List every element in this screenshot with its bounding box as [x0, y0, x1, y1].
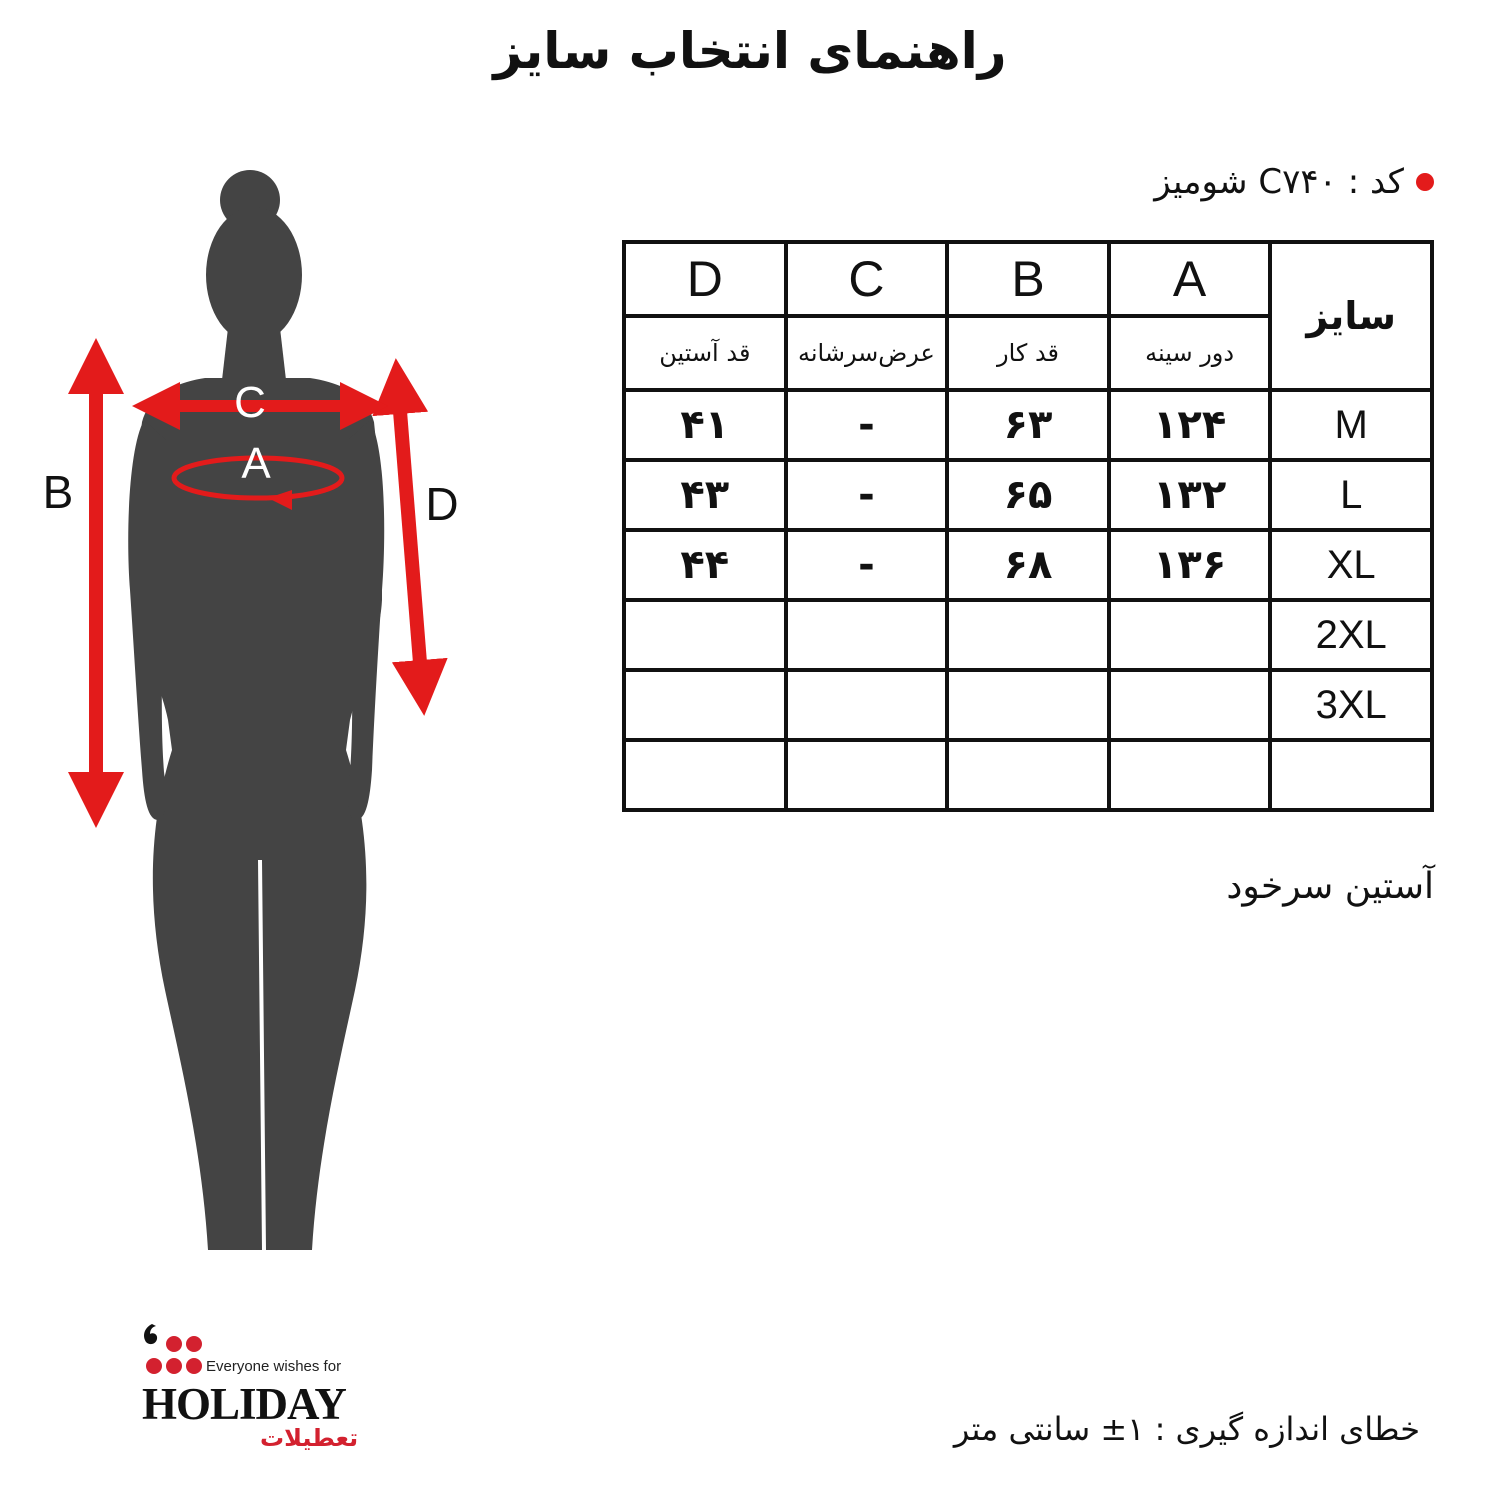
sleeve-note: آستین سرخود	[1226, 866, 1434, 907]
value-cell	[947, 670, 1109, 740]
product-code-text: کد : C۷۴۰ شومیز	[1154, 162, 1404, 202]
value-cell	[624, 670, 786, 740]
value-cell	[624, 600, 786, 670]
logo-name: HOLIDAY	[142, 1379, 346, 1429]
value-cell: ۶۵	[947, 460, 1109, 530]
table-row	[624, 740, 1432, 810]
size-cell: 3XL	[1270, 670, 1432, 740]
value-cell: -	[786, 390, 948, 460]
label-c: C	[234, 378, 266, 427]
col-label-a: دور سینه	[1109, 316, 1271, 390]
body-measurement-figure	[30, 160, 480, 1260]
value-cell: ۱۳۲	[1109, 460, 1271, 530]
value-cell: ۴۱	[624, 390, 786, 460]
size-cell	[1270, 740, 1432, 810]
value-cell: -	[786, 460, 948, 530]
page-title: راهنمای انتخاب سایز	[493, 22, 1007, 80]
size-table	[622, 240, 1434, 812]
product-code	[1154, 162, 1434, 202]
value-cell: ۶۳	[947, 390, 1109, 460]
value-cell	[1109, 600, 1271, 670]
col-label-d: قد آستین	[624, 316, 786, 390]
value-cell: ۶۸	[947, 530, 1109, 600]
size-header: سایز	[1270, 242, 1432, 390]
table-row	[624, 670, 1432, 740]
value-cell: -	[786, 530, 948, 600]
logo-dots-icon	[142, 1322, 206, 1378]
col-label-c: عرض‌سرشانه	[786, 316, 948, 390]
logo-tagline: Everyone wishes for	[206, 1358, 342, 1375]
col-label-b: قد کار	[947, 316, 1109, 390]
col-letter-a: A	[1109, 242, 1271, 316]
value-cell	[947, 600, 1109, 670]
value-cell	[786, 600, 948, 670]
size-cell: M	[1270, 390, 1432, 460]
size-cell: L	[1270, 460, 1432, 530]
table-row	[624, 390, 1432, 460]
label-d: D	[425, 478, 459, 530]
value-cell	[1109, 740, 1271, 810]
holiday-logo	[140, 1322, 380, 1452]
measurement-error-note: خطای اندازه گیری : ۱± سانتی متر	[953, 1410, 1420, 1448]
table-row	[624, 600, 1432, 670]
table-row	[624, 460, 1432, 530]
value-cell	[786, 670, 948, 740]
size-cell: XL	[1270, 530, 1432, 600]
silhouette-illustration	[30, 160, 480, 1260]
table-header-letters	[624, 242, 1432, 316]
value-cell: ۱۲۴	[1109, 390, 1271, 460]
arrow-d-icon	[398, 386, 422, 688]
label-b: B	[42, 466, 74, 518]
bullet-icon	[1416, 173, 1434, 191]
col-letter-b: B	[947, 242, 1109, 316]
col-letter-d: D	[624, 242, 786, 316]
table-row	[624, 530, 1432, 600]
label-a: A	[241, 439, 271, 488]
value-cell	[947, 740, 1109, 810]
value-cell: ۴۳	[624, 460, 786, 530]
value-cell: ۱۳۶	[1109, 530, 1271, 600]
logo-name-fa: تعطیلات	[260, 1424, 359, 1452]
value-cell: ۴۴	[624, 530, 786, 600]
value-cell	[1109, 670, 1271, 740]
size-cell: 2XL	[1270, 600, 1432, 670]
value-cell	[786, 740, 948, 810]
woman-silhouette-icon	[128, 170, 384, 1250]
value-cell	[624, 740, 786, 810]
col-letter-c: C	[786, 242, 948, 316]
